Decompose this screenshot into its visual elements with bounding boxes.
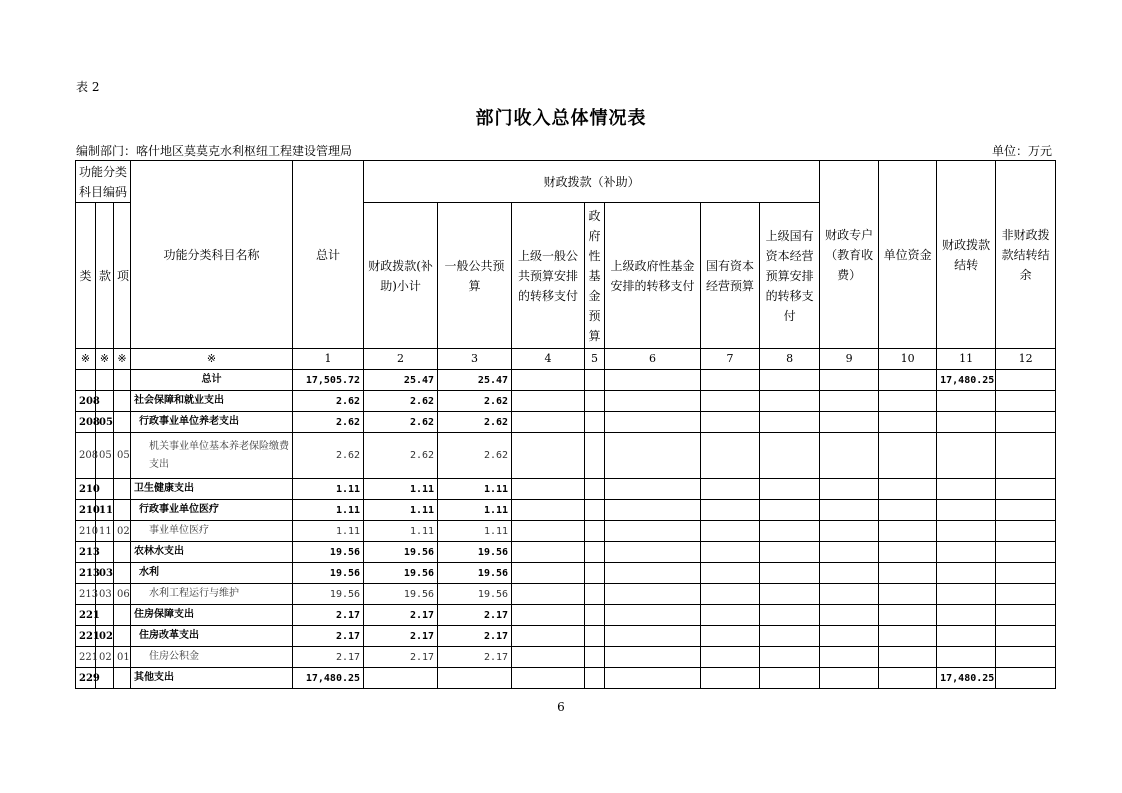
page-number: 6 (557, 700, 565, 714)
upper-state-capital-cell (760, 584, 820, 605)
upper-general-cell (512, 584, 585, 605)
state-capital-cell (701, 412, 760, 433)
name-header: 功能分类科目名称 (131, 161, 293, 349)
total-cell: 19.56 (293, 542, 364, 563)
table-row (76, 542, 1056, 563)
upper-state-capital-cell (760, 433, 820, 479)
col-number: 10 (879, 349, 937, 370)
item-name-cell: 总计 (131, 370, 293, 391)
mark-cell: ※ (96, 349, 114, 370)
upper-general-cell (512, 605, 585, 626)
fiscal-group-header: 财政拨款（补助） (364, 161, 820, 203)
general-budget-cell (438, 668, 512, 689)
upper-state-capital-cell (760, 521, 820, 542)
fiscal-subtotal-cell: 2.62 (364, 433, 438, 479)
fiscal-subtotal-cell: 19.56 (364, 563, 438, 584)
kuan-cell: 11 (96, 521, 114, 542)
fiscal-subtotal-cell: 2.17 (364, 626, 438, 647)
unit-funds-cell (879, 391, 937, 412)
state-capital-cell (701, 563, 760, 584)
state-capital-header: 国有资本经营预算 (701, 203, 760, 349)
nonfiscal-carryover-cell (996, 500, 1056, 521)
xiang-cell (114, 668, 131, 689)
fiscal-subtotal-cell: 19.56 (364, 542, 438, 563)
fiscal-carryover-cell (937, 433, 996, 479)
xiang-cell (114, 479, 131, 500)
table-row (76, 391, 1056, 412)
table-row (76, 479, 1056, 500)
col-number: 7 (701, 349, 760, 370)
upper-general-cell (512, 563, 585, 584)
table-row (76, 605, 1056, 626)
fiscal-subtotal-cell: 25.47 (364, 370, 438, 391)
kuan-cell: 05 (96, 412, 114, 433)
xiang-cell: 05 (114, 433, 131, 479)
col-number: 8 (760, 349, 820, 370)
general-budget-header: 一般公共预算 (438, 203, 512, 349)
upper-state-capital-cell (760, 500, 820, 521)
fiscal-special-cell (820, 668, 879, 689)
unit-funds-cell (879, 563, 937, 584)
kuan-cell: 02 (96, 626, 114, 647)
col-number: 12 (996, 349, 1056, 370)
upper-gov-fund-cell (605, 647, 701, 668)
upper-gov-fund-cell (605, 563, 701, 584)
table-body (76, 370, 1056, 689)
fiscal-special-cell (820, 521, 879, 542)
xiang-cell (114, 626, 131, 647)
income-summary-table (75, 160, 1056, 689)
lei-cell (76, 370, 96, 391)
mark-cell: ※ (131, 349, 293, 370)
kuan-cell: 05 (96, 433, 114, 479)
total-cell: 2.62 (293, 412, 364, 433)
lei-cell: 221 (76, 626, 96, 647)
upper-state-capital-cell (760, 391, 820, 412)
unit-funds-cell (879, 500, 937, 521)
upper-state-capital-cell (760, 479, 820, 500)
fiscal-subtotal-cell: 1.11 (364, 500, 438, 521)
table-row (76, 647, 1056, 668)
xiang-cell (114, 412, 131, 433)
total-cell: 1.11 (293, 521, 364, 542)
nonfiscal-carryover-cell (996, 412, 1056, 433)
xiang-cell (114, 605, 131, 626)
lei-cell: 208 (76, 433, 96, 479)
state-capital-cell (701, 605, 760, 626)
fiscal-carryover-cell (937, 500, 996, 521)
total-cell: 2.62 (293, 391, 364, 412)
item-name-cell: 水利 (131, 563, 293, 584)
item-name-cell: 住房改革支出 (131, 626, 293, 647)
total-cell: 2.17 (293, 605, 364, 626)
xiang-cell (114, 563, 131, 584)
total-cell: 17,505.72 (293, 370, 364, 391)
state-capital-cell (701, 626, 760, 647)
unit-funds-cell (879, 668, 937, 689)
unit-funds-cell (879, 412, 937, 433)
upper-general-cell (512, 647, 585, 668)
table-row (76, 584, 1056, 605)
state-capital-cell (701, 370, 760, 391)
upper-general-cell (512, 668, 585, 689)
page-title: 部门收入总体情况表 (475, 108, 647, 129)
gov-fund-cell (585, 479, 605, 500)
upper-general-cell (512, 500, 585, 521)
fiscal-special-header: 财政专户（教育收费） (820, 161, 879, 349)
fiscal-subtotal-header: 财政拨款(补助)小计 (364, 203, 438, 349)
upper-gov-fund-cell (605, 626, 701, 647)
kuan-cell: 02 (96, 647, 114, 668)
lei-cell: 210 (76, 500, 96, 521)
upper-state-capital-cell (760, 647, 820, 668)
fiscal-special-cell (820, 563, 879, 584)
total-cell: 2.17 (293, 647, 364, 668)
upper-general-cell (512, 626, 585, 647)
upper-general-cell (512, 479, 585, 500)
nonfiscal-carryover-cell (996, 563, 1056, 584)
upper-gov-fund-cell (605, 433, 701, 479)
state-capital-cell (701, 391, 760, 412)
kuan-cell: 03 (96, 563, 114, 584)
upper-gov-fund-header: 上级政府性基金安排的转移支付 (605, 203, 701, 349)
state-capital-cell (701, 500, 760, 521)
fiscal-subtotal-cell: 2.17 (364, 647, 438, 668)
xiang-header: 项 (114, 203, 131, 349)
table-row (76, 500, 1056, 521)
total-cell: 19.56 (293, 563, 364, 584)
lei-cell: 210 (76, 479, 96, 500)
gov-fund-cell (585, 542, 605, 563)
fiscal-special-cell (820, 647, 879, 668)
col-number: 5 (585, 349, 605, 370)
xiang-cell: 06 (114, 584, 131, 605)
fiscal-carryover-cell (937, 563, 996, 584)
xiang-cell: 01 (114, 647, 131, 668)
general-budget-cell: 2.62 (438, 433, 512, 479)
table-row (76, 433, 1056, 479)
item-name-cell: 其他支出 (131, 668, 293, 689)
nonfiscal-carryover-cell (996, 391, 1056, 412)
total-cell: 19.56 (293, 584, 364, 605)
unit-funds-cell (879, 584, 937, 605)
col-number: 2 (364, 349, 438, 370)
item-name-cell: 行政事业单位医疗 (131, 500, 293, 521)
nonfiscal-carryover-cell (996, 370, 1056, 391)
fiscal-special-cell (820, 479, 879, 500)
xiang-cell (114, 500, 131, 521)
kuan-header: 款 (96, 203, 114, 349)
upper-general-header: 上级一般公共预算安排的转移支付 (512, 203, 585, 349)
fiscal-special-cell (820, 412, 879, 433)
state-capital-cell (701, 647, 760, 668)
lei-header: 类 (76, 203, 96, 349)
state-capital-cell (701, 433, 760, 479)
fiscal-carryover-cell (937, 542, 996, 563)
upper-state-capital-cell (760, 542, 820, 563)
general-budget-cell: 19.56 (438, 542, 512, 563)
item-name-cell: 水利工程运行与维护 (131, 584, 293, 605)
xiang-cell (114, 370, 131, 391)
lei-cell: 213 (76, 584, 96, 605)
general-budget-cell: 1.11 (438, 479, 512, 500)
total-cell: 2.17 (293, 626, 364, 647)
mark-cell: ※ (114, 349, 131, 370)
upper-state-capital-cell (760, 605, 820, 626)
fiscal-carryover-cell (937, 412, 996, 433)
fiscal-special-cell (820, 370, 879, 391)
upper-gov-fund-cell (605, 500, 701, 521)
upper-gov-fund-cell (605, 584, 701, 605)
code-group-header: 功能分类科目编码 (76, 161, 131, 203)
upper-gov-fund-cell (605, 521, 701, 542)
fiscal-subtotal-cell: 19.56 (364, 584, 438, 605)
nonfiscal-carryover-header: 非财政拨款结转结余 (996, 161, 1056, 349)
xiang-cell (114, 542, 131, 563)
item-name-cell: 事业单位医疗 (131, 521, 293, 542)
upper-state-capital-cell (760, 563, 820, 584)
total-cell: 2.62 (293, 433, 364, 479)
nonfiscal-carryover-cell (996, 626, 1056, 647)
item-name-cell: 住房公积金 (131, 647, 293, 668)
general-budget-cell: 1.11 (438, 500, 512, 521)
xiang-cell (114, 391, 131, 412)
fiscal-special-cell (820, 584, 879, 605)
fiscal-carryover-cell: 17,480.25 (937, 370, 996, 391)
table-row (76, 370, 1056, 391)
state-capital-cell (701, 668, 760, 689)
upper-state-capital-header: 上级国有资本经营预算安排的转移支付 (760, 203, 820, 349)
gov-fund-cell (585, 391, 605, 412)
lei-cell: 213 (76, 542, 96, 563)
table-number: 表 2 (76, 80, 100, 94)
upper-general-cell (512, 433, 585, 479)
unit-funds-cell (879, 433, 937, 479)
nonfiscal-carryover-cell (996, 542, 1056, 563)
table-row (76, 563, 1056, 584)
gov-fund-cell (585, 370, 605, 391)
total-cell: 1.11 (293, 500, 364, 521)
upper-state-capital-cell (760, 412, 820, 433)
gov-fund-cell (585, 433, 605, 479)
upper-gov-fund-cell (605, 605, 701, 626)
fiscal-special-cell (820, 626, 879, 647)
lei-cell: 221 (76, 647, 96, 668)
fiscal-special-cell (820, 605, 879, 626)
gov-fund-cell (585, 647, 605, 668)
nonfiscal-carryover-cell (996, 584, 1056, 605)
department-label: 编制部门：喀什地区莫莫克水利枢纽工程建设管理局 (76, 144, 353, 158)
table-row (76, 412, 1056, 433)
unit-funds-cell (879, 626, 937, 647)
fiscal-subtotal-cell: 2.17 (364, 605, 438, 626)
lei-cell: 210 (76, 521, 96, 542)
fiscal-carryover-cell (937, 391, 996, 412)
gov-fund-cell (585, 626, 605, 647)
fiscal-carryover-cell (937, 605, 996, 626)
item-name-cell: 机关事业单位基本养老保险缴费支出 (131, 433, 293, 479)
col-number: 1 (293, 349, 364, 370)
table-row (76, 521, 1056, 542)
state-capital-cell (701, 521, 760, 542)
total-cell: 1.11 (293, 479, 364, 500)
general-budget-cell: 25.47 (438, 370, 512, 391)
col-number: 9 (820, 349, 879, 370)
upper-general-cell (512, 542, 585, 563)
fiscal-special-cell (820, 433, 879, 479)
gov-fund-cell (585, 563, 605, 584)
fiscal-carryover-cell (937, 647, 996, 668)
table-row (76, 626, 1056, 647)
fiscal-subtotal-cell: 2.62 (364, 391, 438, 412)
fiscal-subtotal-cell: 1.11 (364, 479, 438, 500)
item-name-cell: 行政事业单位养老支出 (131, 412, 293, 433)
col-number: 4 (512, 349, 585, 370)
fiscal-carryover-header: 财政拨款结转 (937, 161, 996, 349)
col-number: 6 (605, 349, 701, 370)
fiscal-carryover-cell: 17,480.25 (937, 668, 996, 689)
upper-gov-fund-cell (605, 479, 701, 500)
gov-fund-cell (585, 521, 605, 542)
fiscal-special-cell (820, 500, 879, 521)
upper-general-cell (512, 521, 585, 542)
gov-fund-cell (585, 584, 605, 605)
general-budget-cell: 19.56 (438, 563, 512, 584)
nonfiscal-carryover-cell (996, 647, 1056, 668)
fiscal-special-cell (820, 542, 879, 563)
nonfiscal-carryover-cell (996, 433, 1056, 479)
upper-state-capital-cell (760, 370, 820, 391)
general-budget-cell: 1.11 (438, 521, 512, 542)
mark-cell: ※ (76, 349, 96, 370)
upper-state-capital-cell (760, 668, 820, 689)
upper-state-capital-cell (760, 626, 820, 647)
general-budget-cell: 2.17 (438, 605, 512, 626)
fiscal-subtotal-cell: 1.11 (364, 521, 438, 542)
kuan-cell (96, 370, 114, 391)
fiscal-subtotal-cell (364, 668, 438, 689)
upper-general-cell (512, 412, 585, 433)
gov-fund-cell (585, 412, 605, 433)
item-name-cell: 住房保障支出 (131, 605, 293, 626)
gov-fund-cell (585, 668, 605, 689)
nonfiscal-carryover-cell (996, 521, 1056, 542)
fiscal-subtotal-cell: 2.62 (364, 412, 438, 433)
nonfiscal-carryover-cell (996, 668, 1056, 689)
unit-label: 单位：万元 (991, 144, 1052, 158)
total-cell: 17,480.25 (293, 668, 364, 689)
unit-funds-cell (879, 521, 937, 542)
state-capital-cell (701, 479, 760, 500)
total-header: 总计 (293, 161, 364, 349)
upper-gov-fund-cell (605, 542, 701, 563)
general-budget-cell: 2.62 (438, 412, 512, 433)
upper-general-cell (512, 391, 585, 412)
upper-general-cell (512, 370, 585, 391)
gov-fund-header: 政府性基金预算 (585, 203, 605, 349)
unit-funds-cell (879, 370, 937, 391)
kuan-cell: 03 (96, 584, 114, 605)
upper-gov-fund-cell (605, 412, 701, 433)
col-number: 11 (937, 349, 996, 370)
state-capital-cell (701, 584, 760, 605)
general-budget-cell: 2.62 (438, 391, 512, 412)
lei-cell: 221 (76, 605, 96, 626)
nonfiscal-carryover-cell (996, 479, 1056, 500)
lei-cell: 208 (76, 412, 96, 433)
item-name-cell: 社会保障和就业支出 (131, 391, 293, 412)
unit-funds-cell (879, 479, 937, 500)
lei-cell: 208 (76, 391, 96, 412)
unit-funds-cell (879, 605, 937, 626)
xiang-cell: 02 (114, 521, 131, 542)
fiscal-carryover-cell (937, 521, 996, 542)
general-budget-cell: 19.56 (438, 584, 512, 605)
kuan-cell: 11 (96, 500, 114, 521)
upper-gov-fund-cell (605, 668, 701, 689)
item-name-cell: 卫生健康支出 (131, 479, 293, 500)
fiscal-carryover-cell (937, 584, 996, 605)
lei-cell: 213 (76, 563, 96, 584)
general-budget-cell: 2.17 (438, 626, 512, 647)
general-budget-cell: 2.17 (438, 647, 512, 668)
unit-funds-cell (879, 542, 937, 563)
item-name-cell: 农林水支出 (131, 542, 293, 563)
table-row (76, 668, 1056, 689)
unit-funds-header: 单位资金 (879, 161, 937, 349)
unit-funds-cell (879, 647, 937, 668)
col-number: 3 (438, 349, 512, 370)
upper-gov-fund-cell (605, 370, 701, 391)
fiscal-carryover-cell (937, 626, 996, 647)
gov-fund-cell (585, 605, 605, 626)
state-capital-cell (701, 542, 760, 563)
lei-cell: 229 (76, 668, 96, 689)
fiscal-carryover-cell (937, 479, 996, 500)
fiscal-special-cell (820, 391, 879, 412)
upper-gov-fund-cell (605, 391, 701, 412)
gov-fund-cell (585, 500, 605, 521)
nonfiscal-carryover-cell (996, 605, 1056, 626)
